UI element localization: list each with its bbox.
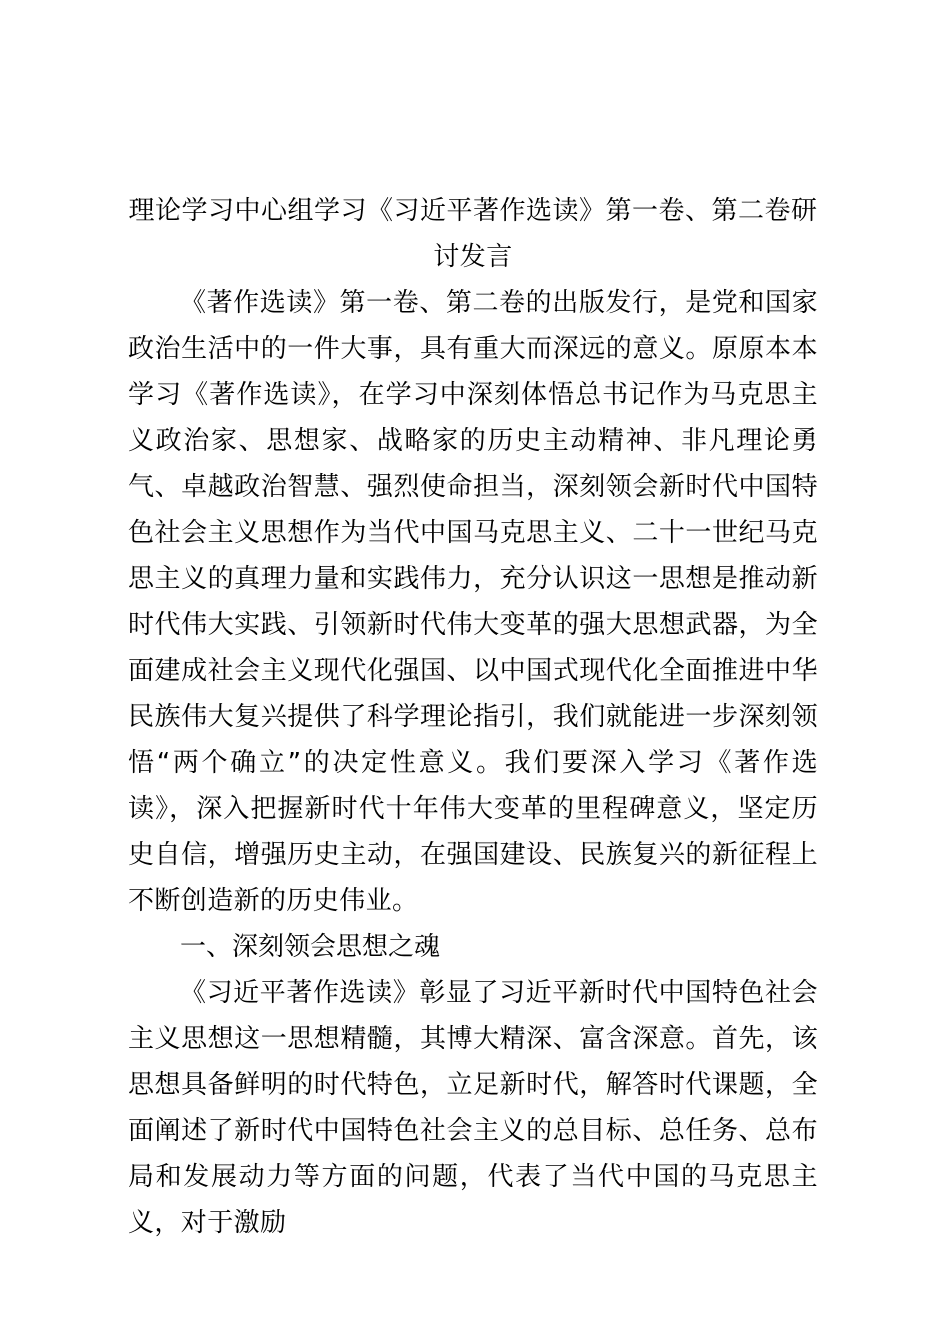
section-paragraph: 《习近平著作选读》彰显了习近平新时代中国特色社会主义思想这一思想精髓，其博大精深、富含深意。首先，该思想具备鲜明的时代特色，立足新时代，解答时代课题，全面阐述了新时代中国特色社会主义的总目标、总任务、总布局和发展动力等方面的问题，代表了当代中国的马克思主义，对于激励 (128, 978, 818, 1238)
document-body (128, 188, 818, 1246)
section-heading: 一、深刻领会思想之魂 (180, 932, 441, 962)
intro-paragraph: 《著作选读》第一卷、第二卷的出版发行，是党和国家政治生活中的一件大事，具有重大而深远的意义。原原本本学习《著作选读》，在学习中深刻体悟总书记作为马克思主义政治家、思想家、战略家的历史主动精神、非凡理论勇气、卓越政治智慧、强烈使命担当，深刻领会新时代中国特色社会主义思想作为当代中国马克思主义、二十一世纪马克思主义的真理力量和实践伟力，充分认识这一思想是推动新时代伟大实践、引领新时代伟大变革的强大思想武器，为全面建成社会主义现代化强国、以中国式现代化全面推进中华民族伟大复兴提供了科学理论指引，我们就能进一步深刻领悟“两个确立”的决定性意义。我们要深入学习《著作选读》，深入把握新时代十年伟大变革的里程碑意义，坚定历史自信，增强历史主动，在强国建设、民族复兴的新征程上不断创造新的历史伟业。 (128, 288, 818, 916)
document-title: 理论学习中心组学习《习近平著作选读》第一卷、第二卷研讨发言 (128, 196, 818, 272)
